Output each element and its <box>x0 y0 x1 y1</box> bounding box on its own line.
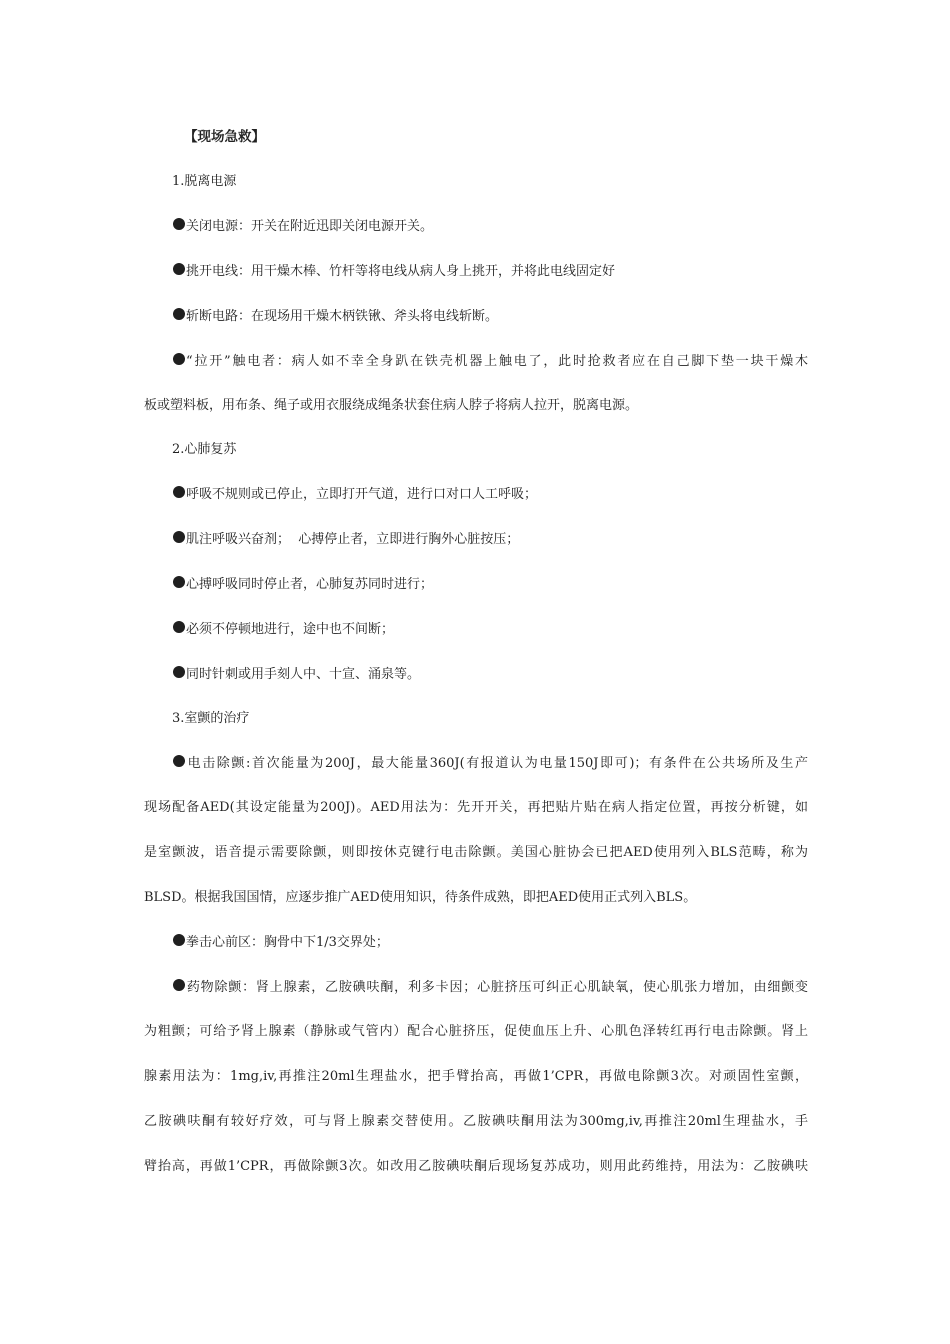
list-item <box>172 575 808 595</box>
list-item <box>172 217 808 237</box>
list-item <box>172 665 808 685</box>
list-item-text: 呼吸不规则或已停止，立即打开气道，进行口对口人工呼吸； <box>186 487 538 502</box>
list-item-text: 斩断电路：在现场用干燥木柄铁锹、斧头将电线斩断。 <box>186 309 499 324</box>
bullet-icon <box>172 666 186 679</box>
list-item-text: 电击除颤:首次能量为200J，最大能量360J(有报道认为电量150J即可)；有条件在公共场所及生产 <box>186 756 808 771</box>
list-item-text: 肌注呼吸兴奋剂； 心搏停止者，立即进行胸外心脏按压； <box>186 532 520 547</box>
paragraph-line: 乙胺碘呋酮有较好疗效，可与肾上腺素交替使用。乙胺碘呋酮用法为300mg,iv,再推注20ml生理盐水，手 <box>144 1114 808 1129</box>
list-item <box>172 620 808 640</box>
bullet-icon <box>172 218 186 231</box>
paragraph-line: BLSD。根据我国国情，应逐步推广AED使用知识，待条件成熟，即把AED使用正式列入BLS。 <box>144 890 697 905</box>
paragraph-line: 臂抬高，再做1’CPR，再做除颤3次。如改用乙胺碘呋酮后现场复苏成功，则用此药维持，用法为：乙胺碘呋 <box>144 1159 808 1174</box>
list-item-text: 关闭电源：开关在附近迅即关闭电源开关。 <box>186 219 434 234</box>
list-item <box>172 485 808 505</box>
bullet-icon <box>172 934 186 947</box>
list-item-text: 拳击心前区：胸骨中下1/3交界处； <box>186 935 389 950</box>
list-item-text: 必须不停顿地进行，途中也不间断； <box>186 622 395 637</box>
section-heading-3: 3.室颤的治疗 <box>172 711 250 726</box>
paragraph-line: 现场配备AED(其设定能量为200J)。AED用法为：先开开关，再把贴片贴在病人指定位置，再按分析键，如 <box>144 800 808 815</box>
list-item <box>172 262 808 282</box>
list-item-text: 心搏呼吸同时停止者，心肺复苏同时进行； <box>186 577 434 592</box>
bullet-icon <box>172 979 186 992</box>
bullet-icon <box>172 263 186 276</box>
list-item <box>172 307 808 327</box>
section-heading-2: 2.心肺复苏 <box>172 442 237 457</box>
bullet-icon <box>172 353 186 366</box>
section-heading-1: 1.脱离电源 <box>172 174 237 189</box>
paragraph-line: 板或塑料板，用布条、绳子或用衣服绕成绳条状套住病人脖子将病人拉开，脱离电源。 <box>144 398 639 413</box>
document-title: 【现场急救】 <box>184 129 265 145</box>
bullet-icon <box>172 576 186 589</box>
list-item-text: 药物除颤：肾上腺素，乙胺碘呋酮，利多卡因；心脏挤压可纠正心肌缺氧，使心肌张力增加，由细颤变 <box>186 980 808 995</box>
list-item-text: 同时针刺或用手刻人中、十宣、涌泉等。 <box>186 667 421 682</box>
paragraph-line: 是室颤波，语音提示需要除颤，则即按休克键行电击除颤。美国心脏协会已把AED使用列入BLS范畴，称为 <box>144 845 808 860</box>
bullet-icon <box>172 486 186 499</box>
bullet-icon <box>172 755 186 768</box>
bullet-icon <box>172 308 186 321</box>
paragraph-line: 为粗颤；可给予肾上腺素（静脉或气管内）配合心脏挤压，促使血压上升、心肌色泽转红再行电击除颤。肾上 <box>144 1024 808 1039</box>
bullet-icon <box>172 621 186 634</box>
list-item <box>172 978 808 998</box>
list-item <box>172 352 808 372</box>
paragraph-line: 腺素用法为：1mg,iv,再推注20ml生理盐水，把手臂抬高，再做1’CPR，再做电除颤3次。对顽固性室颤， <box>144 1069 808 1084</box>
list-item-text: “拉开”触电者：病人如不幸全身趴在铁壳机器上触电了，此时抢救者应在自己脚下垫一块干燥木 <box>186 354 808 369</box>
list-item <box>172 530 808 550</box>
list-item-text: 挑开电线：用干燥木棒、竹杆等将电线从病人身上挑开，并将此电线固定好 <box>186 264 616 279</box>
bullet-icon <box>172 531 186 544</box>
list-item <box>172 754 808 774</box>
list-item <box>172 933 808 953</box>
